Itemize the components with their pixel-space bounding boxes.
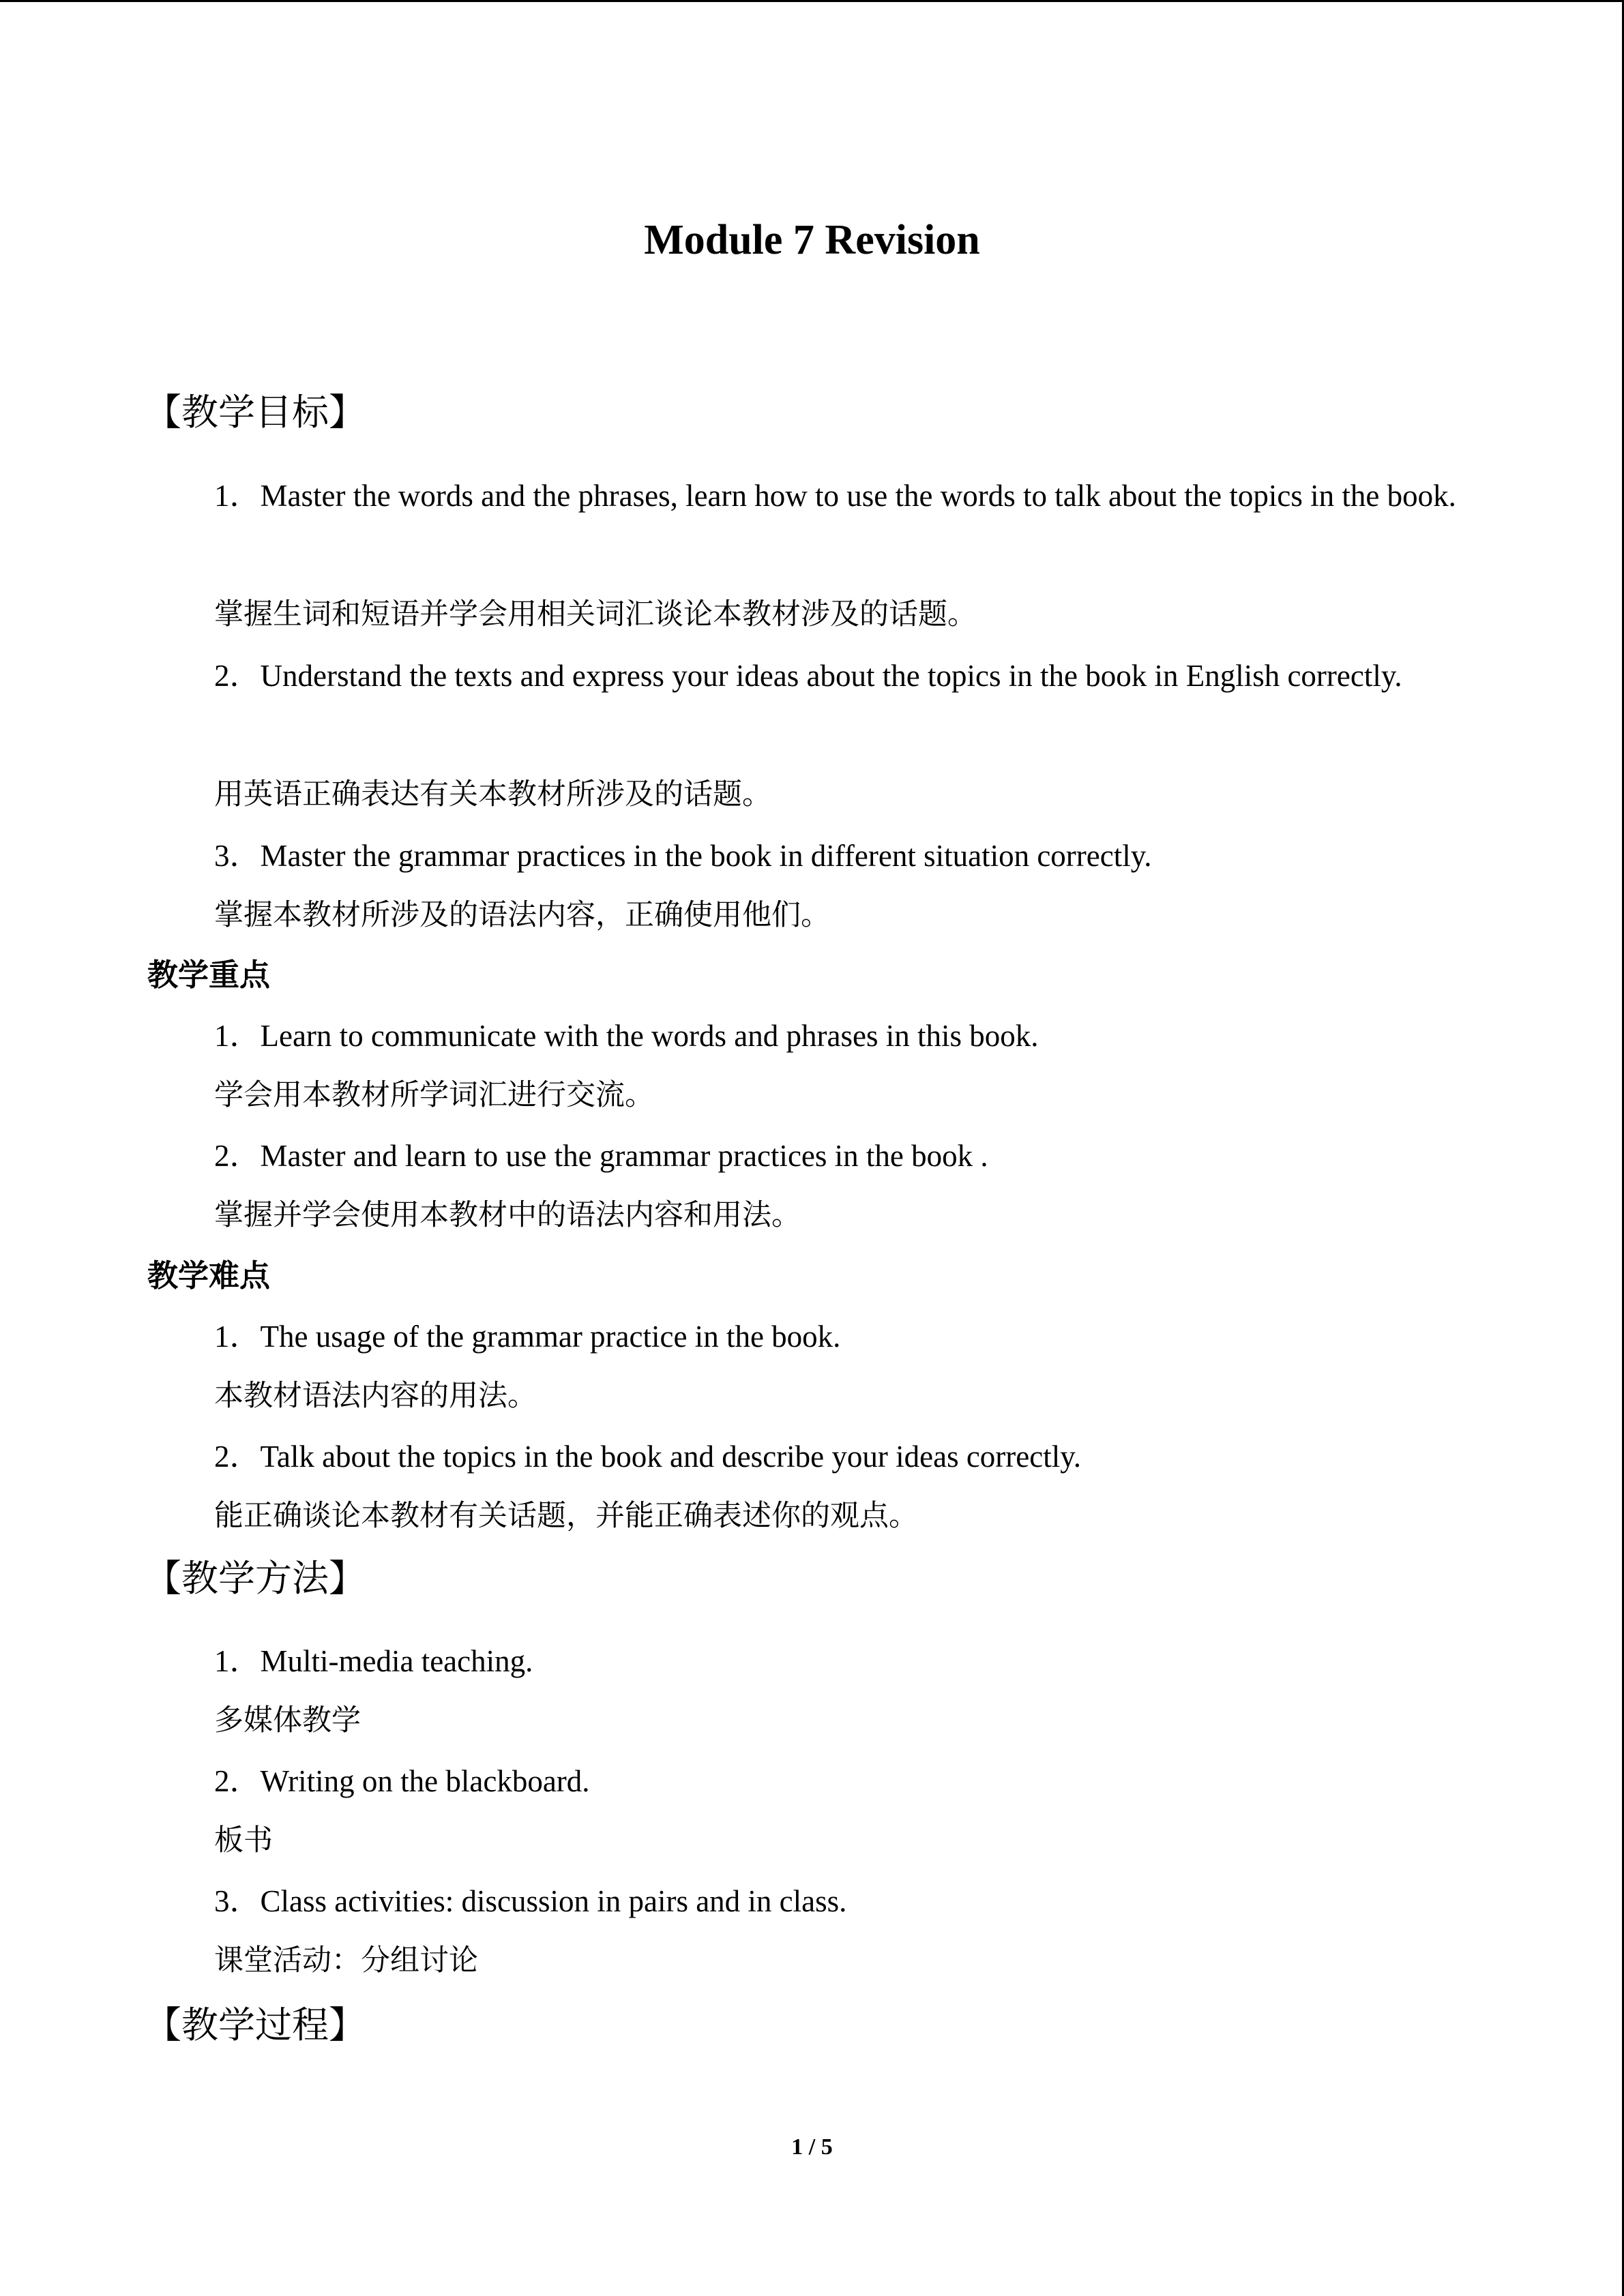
key-point-item-1-cn: 学会用本教材所学词汇进行交流。 [214,1078,654,1112]
difficulty-item-1-cn: 本教材语法内容的用法。 [214,1379,537,1413]
method-item-3-en: 3．Class activities: discussion in pairs and in class. [214,1884,847,1918]
section-heading-difficulties: 教学难点 [147,1257,271,1294]
difficulty-item-2-cn: 能正确谈论本教材有关话题，并能正确表述你的观点。 [214,1499,918,1533]
objective-item-2-cn: 用英语正确表达有关本教材所涉及的话题。 [214,777,771,811]
difficulty-item-2-en: 2．Talk about the topics in the book and describe your ideas correctly. [214,1440,1082,1474]
objective-item-2-en: 2．Understand the texts and express your ideas about the topics in the book in English correctly. [214,659,1402,693]
method-item-3-cn: 课堂活动：分组讨论 [214,1943,478,1978]
section-heading-process: 【教学过程】 [145,2003,366,2046]
section-heading-methods: 【教学方法】 [145,1557,366,1600]
method-item-2-en: 2．Writing on the blackboard. [214,1764,590,1798]
page-number: 1 / 5 [791,2134,833,2160]
objective-item-3-en: 3．Master the grammar practices in the book in different situation correctly. [214,839,1152,873]
section-heading-key-points: 教学重点 [147,957,271,993]
method-item-1-cn: 多媒体教学 [214,1703,361,1738]
page-border-top [0,0,1624,2]
objective-item-1-en: 1．Master the words and the phrases, learn how to use the words to talk about the topics in the book. [214,479,1456,513]
section-heading-objectives: 【教学目标】 [145,391,366,434]
difficulty-item-1-en: 1．The usage of the grammar practice in the book. [214,1320,841,1354]
key-point-item-2-cn: 掌握并学会使用本教材中的语法内容和用法。 [214,1198,801,1232]
key-point-item-2-en: 2．Master and learn to use the grammar practices in the book . [214,1139,988,1173]
method-item-2-cn: 板书 [214,1823,273,1858]
objective-item-1-cn: 掌握生词和短语并学会用相关词汇谈论本教材涉及的话题。 [214,597,977,631]
document-title: Module 7 Revision [644,217,980,263]
objective-item-3-cn: 掌握本教材所涉及的语法内容，正确使用他们。 [214,898,830,932]
key-point-item-1-en: 1．Learn to communicate with the words and phrases in this book. [214,1019,1039,1053]
method-item-1-en: 1．Multi-media teaching. [214,1644,533,1678]
